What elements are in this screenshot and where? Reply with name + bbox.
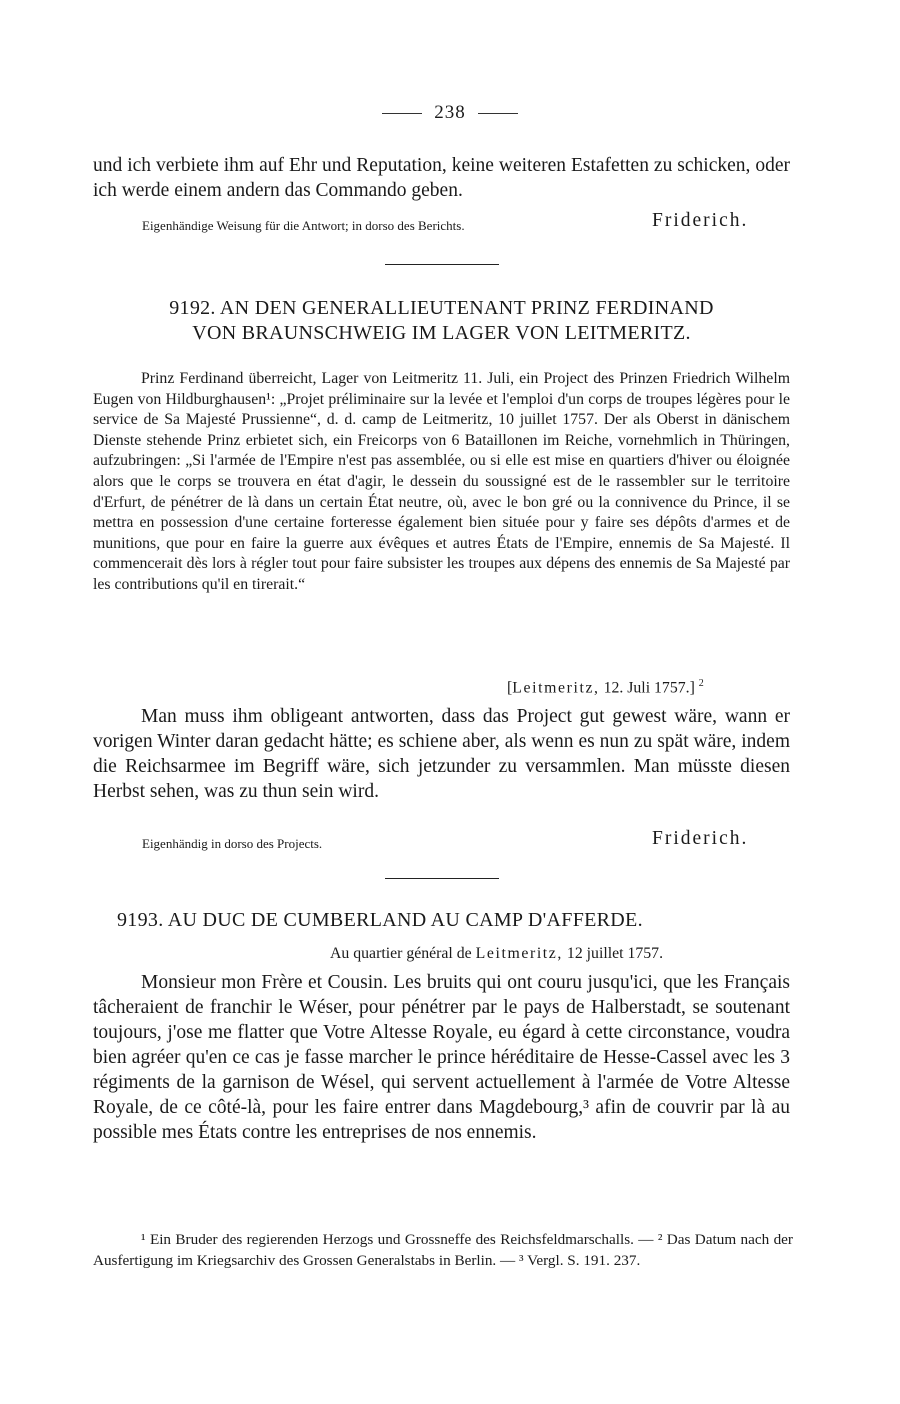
intro-note: Eigenhändige Weisung für die Antwort; in dorso des Berichts. <box>142 218 465 233</box>
letter-9192-heading-line2: VON BRAUNSCHWEIG IM LAGER VON LEITMERITZ. <box>192 322 691 344</box>
date-prefix: Au quartier général de <box>330 945 472 962</box>
date-place: Leitmeritz, <box>475 945 563 962</box>
letter-9193-date <box>330 945 663 963</box>
letter-9193-heading: 9193. AU DUC DE CUMBERLAND AU CAMP D'AFFERDE. <box>117 909 643 931</box>
date-rest: 12 juillet 1757. <box>566 945 664 962</box>
date-bracket: [ <box>507 679 513 697</box>
section-divider-2 <box>385 878 499 879</box>
date-footnote-ref: 2 <box>698 678 704 689</box>
letter-9192-heading-line1: 9192. AN DEN GENERALLIEUTENANT PRINZ FERDINAND <box>169 297 714 319</box>
letter-9192-body: Man muss ihm obligeant antworten, dass das Project gut gewest wäre, wann er vorigen Winter daran gedacht hätte; es schiene aber, als wenn es nun zu spät wäre, indem die Reichsarmee im Begriff wäre, sich jetzunder zu versammlen. Man müsste diesen Herbst sehen, was zu thun sein wird. <box>93 706 790 802</box>
date-rest: 12. Juli 1757.] <box>603 679 695 697</box>
page-number-header <box>0 102 900 124</box>
intro-paragraph: und ich verbiete ihm auf Ehr und Reputation, keine weiteren Estafetten zu schicken, oder ich werde einem andern das Commando geben. <box>93 155 790 201</box>
letter-9193-body: Monsieur mon Frère et Cousin. Les bruits qui ont couru jusqu'ici, que les Français tâcheraient de franchir le Wéser, pour pénétrer par le pays de Halberstadt, se soutenant toujours, j'ose me flatter que Votre Altesse Royale, eu égard à cette circonstance, voudra bien agréer qu'en ce cas je fasse marcher le prince héréditaire de Hesse-Cassel avec les 3 régiments de la garnison de Wésel, qui servent actuellement à l'armée de Votre Altesse Royale, de ce côté-là, pour les faire entrer dans Magdebourg,³ afin de couvrir par là au possible mes États contre les entreprises de nos ennemis. <box>93 972 790 1143</box>
letter-9192-summary: Prinz Ferdinand überreicht, Lager von Leitmeritz 11. Juli, ein Project des Prinzen Friedrich Wilhelm Eugen von Hildburghausen¹: „Projet préliminaire sur la levée et l'emploi d'un corps de troupes légères pour le service de Sa Majesté Prussienne“, d. d. camp de Leitmeritz, 10 juillet 1757. Der als Oberst in dänischem Dienste stehende Prinz erbietet sich, ein Freicorps von 6 Bataillonen im Reiche, vornehmlich in Thüringen, aufzubringen: „Si l'armée de l'Empire n'est pas assemblée, ou si elle est mise en quartiers d'hiver ou éloignée alors que le corps se trouvera en état d'agir, le dessein du soussigné est de le rassembler sur le territoire d'Erfurt, de pénétrer de là dans un certain État neutre, où, avec le bon gré ou la connivence du Prince, il se mettra en possession d'une certaine forteresse également bien située pour y faire ses dépôts d'armes et de munitions, que pour en faire la guerre aux évêques et autres États de l'Empire, ennemis de Sa Majesté. Il commencerait dès lors à régler tout pour faire subsister les troupes aux dépens des ennemis de Sa Majesté par les contributions qu'il en tirerait.“ <box>93 370 790 593</box>
page-number-dash-right <box>478 113 518 114</box>
page-number: 238 <box>434 102 466 123</box>
intro-signature: Friderich. <box>652 210 749 231</box>
letter-9192-signature: Friderich. <box>652 828 749 849</box>
letter-9192-note: Eigenhändig in dorso des Projects. <box>142 836 323 851</box>
section-divider-1 <box>385 264 499 265</box>
letter-9192-date <box>507 678 704 697</box>
page-number-dash-left <box>382 113 422 114</box>
footnotes: ¹ Ein Bruder des regierenden Herzogs und Grossneffe des Reichsfeldmarschalls. — ² Das Datum nach der Ausfertigung im Kriegsarchiv des Grossen Generalstabs in Berlin. — ³ Vergl. S. 191. 237. <box>93 1231 793 1269</box>
date-place: Leitmeritz, <box>512 679 600 697</box>
